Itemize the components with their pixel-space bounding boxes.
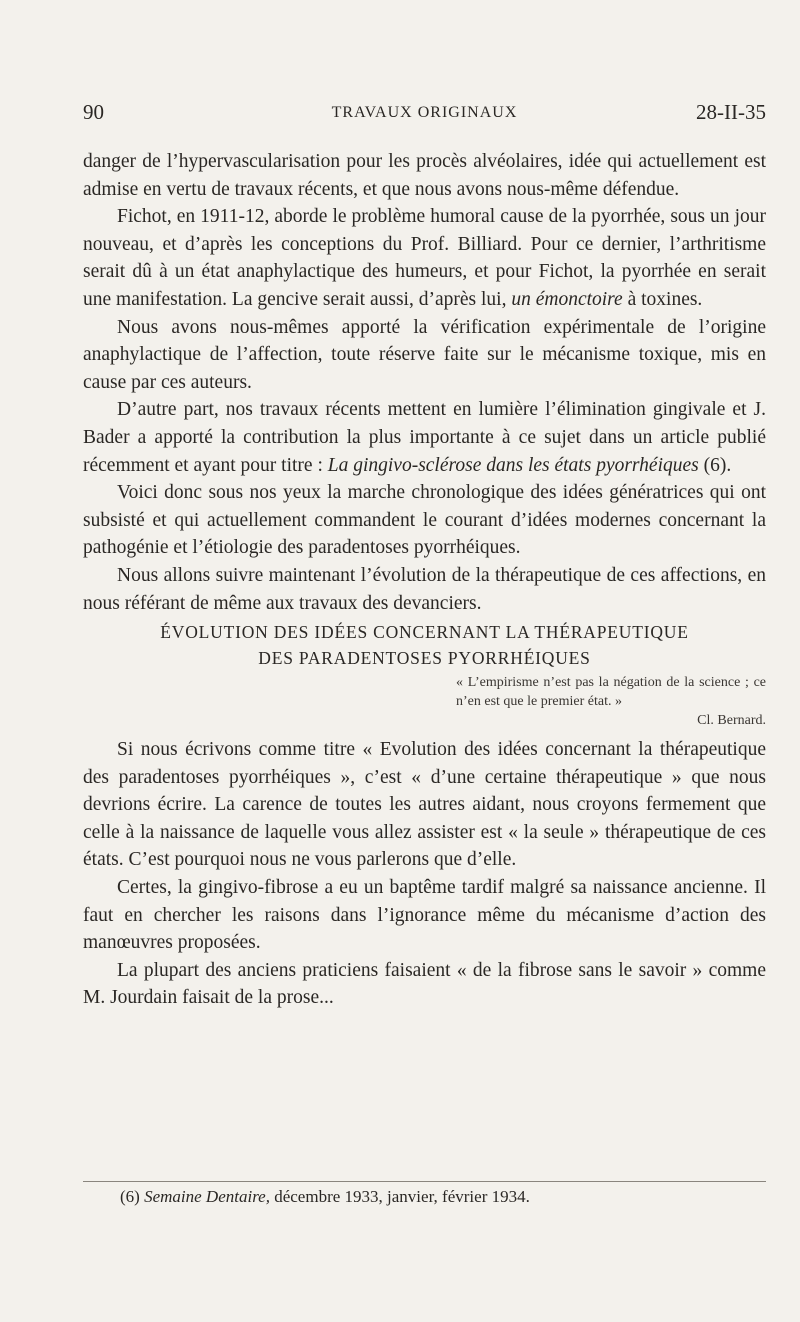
footnote-marker: (6) (120, 1187, 140, 1206)
text-run: à toxines. (622, 288, 703, 310)
text-run: D’autre part, nos travaux récents mettent en lumière l’élimination gingivale et J. Bader a apporté la contribution la plus importante à ce sujet dans un article publié récemment et ayant pour titre : (83, 399, 766, 476)
text-run: danger de l’hypervascularisation pour les procès alvéolaires, idée qui actuellement est admise en vertu de travaux récents, et que nous avons nous-même défendue. (83, 151, 766, 200)
text-run: Nous allons suivre maintenant l’évolution de la thérapeutique de ces affections, en nous référant de même aux travaux des devanciers. (83, 564, 766, 614)
running-title: TRAVAUX ORIGINAUX (331, 104, 518, 121)
text-run: Nous avons nous-mêmes apporté la vérification expérimentale de l’origine anaphylactique de l’affection, toute réserve faite sur le mécanisme toxique, mis en cause par ces auteurs. (83, 316, 766, 393)
section-heading-line-1: ÉVOLUTION DES IDÉES CONCERNANT LA THÉRAPEUTIQUE (160, 622, 689, 643)
paragraph (83, 314, 766, 397)
text-run: La plupart des anciens praticiens faisaient « de la fibrose sans le savoir » comme M. Jourdain faisait de la prose... (83, 959, 766, 1009)
footnote-details: décembre 1933, janvier, février 1934. (269, 1187, 530, 1206)
text-run: Voici donc sous nos yeux la marche chronologique des idées génératrices qui ont subsisté et qui actuellement commandent le courant d’idées modernes concernant la pathogénie et l’étiologie des paradentoses pyorrhéiques. (83, 482, 766, 559)
paragraph (83, 148, 766, 203)
running-header (83, 100, 766, 128)
footnote (120, 1185, 766, 1209)
section-heading-line-2: DES PARADENTOSES PYORRHÉIQUES (258, 648, 591, 669)
text-run: Fichot, en 1911-12, aborde le problème humoral cause de la pyorrhée, sous un jour nouveau, et d’après les conceptions du Prof. Billiard. Pour ce dernier, l’arthritisme serait dû à un état anaphylactique des humeurs, et pour Fichot, la pyorrhée en serait une manifestation. La gencive serait aussi, d’après lui, (83, 206, 766, 310)
issue-date: 28-II-35 (696, 100, 766, 124)
page-number: 90 (83, 100, 104, 124)
paragraph (83, 479, 766, 562)
paragraph (83, 736, 766, 874)
footnote-source: Semaine Dentaire, (144, 1187, 270, 1206)
text-run: Certes, la gingivo-fibrose a eu un baptême tardif malgré sa naissance ancienne. Il faut en chercher les raisons dans l’ignorance même du mécanisme d’action des manœuvres proposées. (83, 877, 766, 954)
paragraph (83, 203, 766, 313)
paragraph-group-1 (83, 148, 766, 617)
epigraph (456, 673, 766, 730)
footnote-rule (83, 1181, 766, 1182)
italic-text: un émonctoire (511, 288, 623, 310)
paragraph (83, 562, 766, 617)
paragraph (83, 874, 766, 957)
text-run: (6). (698, 454, 732, 476)
epigraph-author: Cl. Bernard. (697, 713, 766, 729)
main-text (83, 148, 766, 1012)
epigraph-quote: « L’empirisme n’est pas la négation de la science ; ce n’en est que le premier état. » (456, 675, 766, 710)
paragraph (83, 957, 766, 1012)
paragraph-group-2 (83, 736, 766, 1012)
section-heading (83, 619, 766, 671)
paragraph (83, 396, 766, 479)
italic-text: La gingivo-sclérose dans les états pyorrhéiques (327, 454, 699, 476)
text-run: Si nous écrivons comme titre « Evolution des idées concernant la thérapeutique des paradentoses pyorrhéiques », c’est « d’une certaine thérapeutique » que nous devrions écrire. La carence de toutes les autres aidant, nous croyons fermement que celle à la naissance de laquelle vous allez assister est « la seule » thérapeutique de ces états. C’est pourquoi nous ne vous parlerons que d’elle. (83, 739, 766, 871)
